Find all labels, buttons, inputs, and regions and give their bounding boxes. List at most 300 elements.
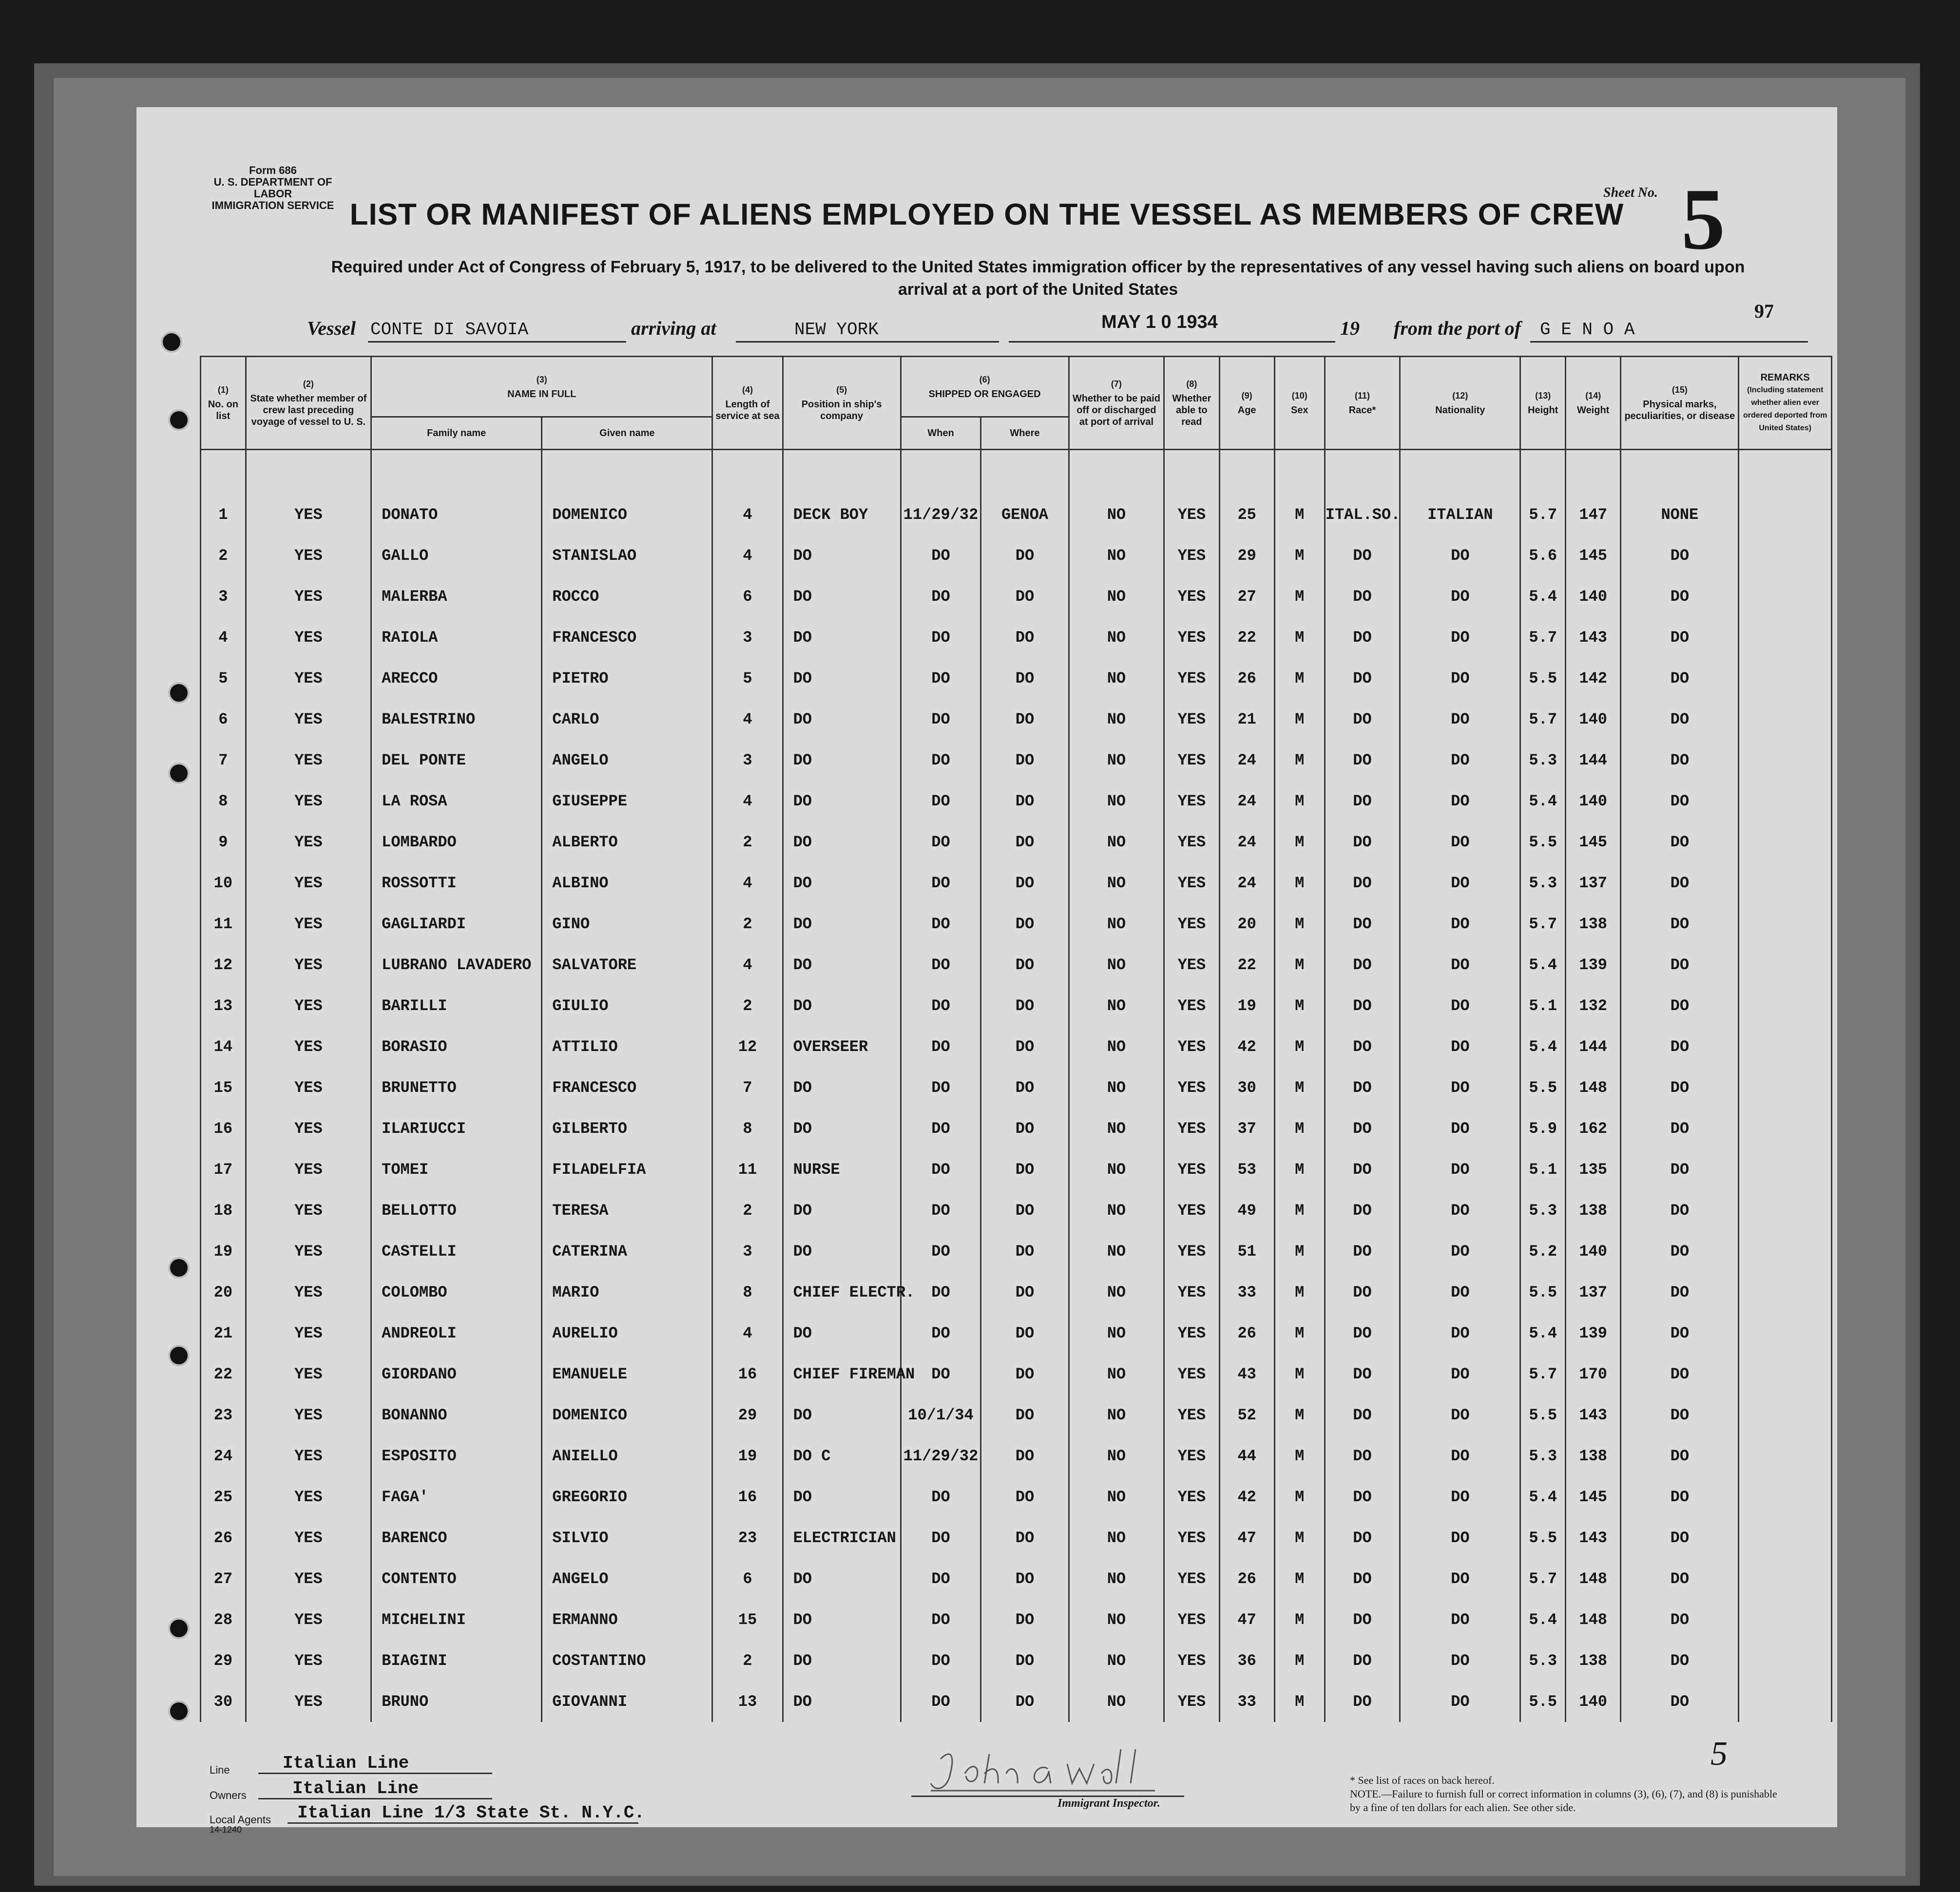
shipped-when-cell: DO bbox=[901, 862, 981, 903]
sex-cell: M bbox=[1274, 617, 1325, 658]
height-cell: 5.5 bbox=[1520, 1272, 1566, 1313]
shipped-when-cell: DO bbox=[901, 1272, 981, 1313]
row-number-cell: 8 bbox=[201, 781, 246, 822]
family-name-cell: BARILLI bbox=[371, 985, 542, 1026]
sex-cell: M bbox=[1274, 699, 1325, 740]
sex-cell: M bbox=[1274, 1599, 1325, 1640]
service-length-cell: 2 bbox=[712, 1190, 783, 1231]
able-to-read-cell: YES bbox=[1164, 1599, 1219, 1640]
paid-off-cell: NO bbox=[1069, 658, 1164, 699]
col-header-height: (13) Height bbox=[1520, 357, 1566, 450]
service-length-cell: 2 bbox=[712, 903, 783, 944]
family-name-cell: ROSSOTTI bbox=[371, 862, 542, 903]
row-number-cell: 5 bbox=[201, 658, 246, 699]
position-cell: DO bbox=[783, 1313, 901, 1354]
previous-voyage-cell: YES bbox=[246, 1517, 371, 1558]
nationality-cell: DO bbox=[1400, 1395, 1520, 1435]
shipped-where-cell: DO bbox=[981, 699, 1069, 740]
shipped-when-cell: DO bbox=[901, 1558, 981, 1599]
paid-off-cell: NO bbox=[1069, 1599, 1164, 1640]
table-row bbox=[201, 1517, 1832, 1558]
row-number-cell: 26 bbox=[201, 1517, 246, 1558]
service-length-cell: 6 bbox=[712, 1558, 783, 1599]
weight-cell: 145 bbox=[1566, 535, 1621, 576]
given-name-cell: ANGELO bbox=[542, 740, 712, 781]
position-cell: DO bbox=[783, 740, 901, 781]
sex-cell: M bbox=[1274, 822, 1325, 862]
remarks-cell bbox=[1739, 781, 1832, 822]
family-name-cell: CONTENTO bbox=[371, 1558, 542, 1599]
remarks-cell bbox=[1739, 535, 1832, 576]
given-name-cell: ANGELO bbox=[542, 1558, 712, 1599]
remarks-cell bbox=[1739, 1026, 1832, 1067]
physical-marks-cell: DO bbox=[1621, 1354, 1739, 1395]
row-number-cell: 23 bbox=[201, 1395, 246, 1435]
table-row bbox=[201, 985, 1832, 1026]
given-name-cell: AURELIO bbox=[542, 1313, 712, 1354]
paid-off-cell: NO bbox=[1069, 1435, 1164, 1476]
age-cell: 24 bbox=[1219, 822, 1274, 862]
paid-off-cell: NO bbox=[1069, 1395, 1164, 1435]
remarks-cell bbox=[1739, 1354, 1832, 1395]
shipped-where-cell: DO bbox=[981, 658, 1069, 699]
sex-cell: M bbox=[1274, 1517, 1325, 1558]
previous-voyage-cell: YES bbox=[246, 450, 371, 535]
crew-rows bbox=[201, 450, 1832, 1722]
age-cell: 27 bbox=[1219, 576, 1274, 617]
given-name-cell: SALVATORE bbox=[542, 944, 712, 985]
table-row bbox=[201, 862, 1832, 903]
able-to-read-cell: YES bbox=[1164, 1476, 1219, 1517]
nationality-cell: DO bbox=[1400, 576, 1520, 617]
shipped-where-cell: DO bbox=[981, 1681, 1069, 1722]
col-header-where: Where bbox=[981, 417, 1069, 450]
paid-off-cell: NO bbox=[1069, 576, 1164, 617]
able-to-read-cell: YES bbox=[1164, 1558, 1219, 1599]
table-row bbox=[201, 1067, 1832, 1108]
row-number-cell: 24 bbox=[201, 1435, 246, 1476]
nationality-cell: DO bbox=[1400, 903, 1520, 944]
family-name-cell: BRUNETTO bbox=[371, 1067, 542, 1108]
race-cell: DO bbox=[1325, 1108, 1400, 1149]
handwritten-page-mark: 5 bbox=[1710, 1735, 1728, 1773]
shipped-when-cell: DO bbox=[901, 699, 981, 740]
height-cell: 5.7 bbox=[1520, 1354, 1566, 1395]
remarks-cell bbox=[1739, 944, 1832, 985]
nationality-cell: DO bbox=[1400, 1231, 1520, 1272]
remarks-cell bbox=[1739, 450, 1832, 535]
position-cell: DO bbox=[783, 1108, 901, 1149]
sex-cell: M bbox=[1274, 1681, 1325, 1722]
col-header-remarks: REMARKS (Including statement whether alien ever ordered deported from United States) bbox=[1739, 357, 1832, 450]
remarks-cell bbox=[1739, 740, 1832, 781]
row-number-cell: 17 bbox=[201, 1149, 246, 1190]
age-cell: 37 bbox=[1219, 1108, 1274, 1149]
nationality-cell: DO bbox=[1400, 985, 1520, 1026]
physical-marks-cell: DO bbox=[1621, 1067, 1739, 1108]
family-name-cell: BORASIO bbox=[371, 1026, 542, 1067]
family-name-cell: DONATO bbox=[371, 450, 542, 535]
able-to-read-cell: YES bbox=[1164, 658, 1219, 699]
given-name-cell: TERESA bbox=[542, 1190, 712, 1231]
col-header-previous-voyage: (2) State whether member of crew last preceding voyage of vessel to U. S. bbox=[246, 357, 371, 450]
table-row bbox=[201, 450, 1832, 535]
given-name-cell: CATERINA bbox=[542, 1231, 712, 1272]
physical-marks-cell: DO bbox=[1621, 944, 1739, 985]
shipped-where-cell: DO bbox=[981, 1435, 1069, 1476]
able-to-read-cell: YES bbox=[1164, 450, 1219, 535]
table-row bbox=[201, 1435, 1832, 1476]
shipped-when-cell: DO bbox=[901, 1640, 981, 1681]
race-cell: DO bbox=[1325, 1149, 1400, 1190]
shipped-when-cell: DO bbox=[901, 740, 981, 781]
shipped-where-cell: DO bbox=[981, 740, 1069, 781]
sex-cell: M bbox=[1274, 781, 1325, 822]
service-length-cell: 4 bbox=[712, 944, 783, 985]
form-number: Form 686 bbox=[249, 164, 297, 176]
weight-cell: 148 bbox=[1566, 1599, 1621, 1640]
age-cell: 36 bbox=[1219, 1640, 1274, 1681]
position-cell: DO bbox=[783, 699, 901, 740]
col-header-shipped: (6) SHIPPED OR ENGAGED bbox=[901, 357, 1069, 417]
paid-off-cell: NO bbox=[1069, 1190, 1164, 1231]
previous-voyage-cell: YES bbox=[246, 1231, 371, 1272]
row-number-cell: 2 bbox=[201, 535, 246, 576]
page-title: LIST OR MANIFEST OF ALIENS EMPLOYED ON THE VESSEL AS MEMBERS OF CREW bbox=[349, 198, 1624, 231]
row-number-cell: 6 bbox=[201, 699, 246, 740]
race-cell: DO bbox=[1325, 535, 1400, 576]
height-cell: 5.3 bbox=[1520, 1640, 1566, 1681]
agents-value: Italian Line 1/3 State St. N.Y.C. bbox=[297, 1803, 645, 1823]
remarks-cell bbox=[1739, 1435, 1832, 1476]
position-cell: CHIEF FIREMAN bbox=[783, 1354, 901, 1395]
paid-off-cell: NO bbox=[1069, 1313, 1164, 1354]
sex-cell: M bbox=[1274, 1272, 1325, 1313]
height-cell: 5.3 bbox=[1520, 862, 1566, 903]
age-cell: 43 bbox=[1219, 1354, 1274, 1395]
weight-cell: 140 bbox=[1566, 781, 1621, 822]
family-name-cell: MICHELINI bbox=[371, 1599, 542, 1640]
shipped-where-cell: DO bbox=[981, 1558, 1069, 1599]
nationality-cell: DO bbox=[1400, 822, 1520, 862]
col-header-nationality: (12) Nationality bbox=[1400, 357, 1520, 450]
physical-marks-cell: DO bbox=[1621, 1640, 1739, 1681]
remarks-cell bbox=[1739, 862, 1832, 903]
previous-voyage-cell: YES bbox=[246, 1190, 371, 1231]
service-length-cell: 8 bbox=[712, 1108, 783, 1149]
family-name-cell: BARENCO bbox=[371, 1517, 542, 1558]
paid-off-cell: NO bbox=[1069, 781, 1164, 822]
binder-hole-icon bbox=[168, 1618, 190, 1639]
able-to-read-cell: YES bbox=[1164, 862, 1219, 903]
shipped-where-cell: DO bbox=[981, 822, 1069, 862]
race-cell: DO bbox=[1325, 862, 1400, 903]
paid-off-cell: NO bbox=[1069, 1640, 1164, 1681]
table-row bbox=[201, 1476, 1832, 1517]
table-row bbox=[201, 1231, 1832, 1272]
row-number-cell: 11 bbox=[201, 903, 246, 944]
col-header-no: (1) No. on list bbox=[201, 357, 246, 450]
col-header-paid-off: (7) Whether to be paid off or discharged at port of arrival bbox=[1069, 357, 1164, 450]
table-row bbox=[201, 1272, 1832, 1313]
shipped-when-cell: 11/29/32 bbox=[901, 1435, 981, 1476]
service-length-cell: 3 bbox=[712, 617, 783, 658]
table-row bbox=[201, 1313, 1832, 1354]
service-length-cell: 2 bbox=[712, 1640, 783, 1681]
physical-marks-cell: DO bbox=[1621, 1435, 1739, 1476]
nationality-cell: DO bbox=[1400, 1558, 1520, 1599]
position-cell: DECK BOY bbox=[783, 450, 901, 535]
service-length-cell: 6 bbox=[712, 576, 783, 617]
table-row bbox=[201, 1558, 1832, 1599]
row-number-cell: 27 bbox=[201, 1558, 246, 1599]
previous-voyage-cell: YES bbox=[246, 576, 371, 617]
given-name-cell: STANISLAO bbox=[542, 535, 712, 576]
row-number-cell: 4 bbox=[201, 617, 246, 658]
age-cell: 42 bbox=[1219, 1476, 1274, 1517]
shipped-when-cell: 11/29/32 bbox=[901, 450, 981, 535]
row-number-cell: 22 bbox=[201, 1354, 246, 1395]
shipped-when-cell: DO bbox=[901, 781, 981, 822]
age-cell: 24 bbox=[1219, 740, 1274, 781]
shipped-when-cell: DO bbox=[901, 1108, 981, 1149]
physical-marks-cell: DO bbox=[1621, 1313, 1739, 1354]
table-row bbox=[201, 1108, 1832, 1149]
footnote-penalty: NOTE.—Failure to furnish full or correct information in columns (3), (6), (7), and (8) is punishable by a fine of ten dollars for each alien. See other side. bbox=[1350, 1788, 1777, 1814]
service-length-cell: 5 bbox=[712, 658, 783, 699]
shipped-when-cell: DO bbox=[901, 1190, 981, 1231]
col-header-position: (5) Position in ship's company bbox=[783, 357, 901, 450]
race-cell: DO bbox=[1325, 1067, 1400, 1108]
table-row bbox=[201, 903, 1832, 944]
shipped-when-cell: DO bbox=[901, 1599, 981, 1640]
service-length-cell: 4 bbox=[712, 450, 783, 535]
able-to-read-cell: YES bbox=[1164, 1067, 1219, 1108]
weight-cell: 138 bbox=[1566, 1435, 1621, 1476]
able-to-read-cell: YES bbox=[1164, 699, 1219, 740]
paid-off-cell: NO bbox=[1069, 1272, 1164, 1313]
given-name-cell: GIULIO bbox=[542, 985, 712, 1026]
row-number-cell: 16 bbox=[201, 1108, 246, 1149]
nationality-cell: DO bbox=[1400, 1149, 1520, 1190]
sex-cell: M bbox=[1274, 1026, 1325, 1067]
position-cell: DO bbox=[783, 1231, 901, 1272]
shipped-when-cell: 10/1/34 bbox=[901, 1395, 981, 1435]
given-name-cell: ALBINO bbox=[542, 862, 712, 903]
paid-off-cell: NO bbox=[1069, 740, 1164, 781]
paid-off-cell: NO bbox=[1069, 862, 1164, 903]
age-cell: 52 bbox=[1219, 1395, 1274, 1435]
col-header-when: When bbox=[901, 417, 981, 450]
given-name-cell: EMANUELE bbox=[542, 1354, 712, 1395]
col-header-given-name: Given name bbox=[542, 417, 712, 450]
age-cell: 53 bbox=[1219, 1149, 1274, 1190]
height-cell: 5.4 bbox=[1520, 1599, 1566, 1640]
service-length-cell: 2 bbox=[712, 822, 783, 862]
physical-marks-cell: DO bbox=[1621, 1681, 1739, 1722]
service-length-cell: 7 bbox=[712, 1067, 783, 1108]
height-cell: 5.5 bbox=[1520, 1681, 1566, 1722]
remarks-cell bbox=[1739, 576, 1832, 617]
age-cell: 24 bbox=[1219, 862, 1274, 903]
paid-off-cell: NO bbox=[1069, 1231, 1164, 1272]
weight-cell: 140 bbox=[1566, 699, 1621, 740]
height-cell: 5.7 bbox=[1520, 903, 1566, 944]
shipped-where-cell: DO bbox=[981, 1067, 1069, 1108]
previous-voyage-cell: YES bbox=[246, 535, 371, 576]
family-name-cell: FAGA' bbox=[371, 1476, 542, 1517]
table-row bbox=[201, 1026, 1832, 1067]
weight-cell: 144 bbox=[1566, 740, 1621, 781]
able-to-read-cell: YES bbox=[1164, 1395, 1219, 1435]
service-length-cell: 4 bbox=[712, 699, 783, 740]
height-cell: 5.4 bbox=[1520, 944, 1566, 985]
remarks-cell bbox=[1739, 822, 1832, 862]
table-row bbox=[201, 1190, 1832, 1231]
able-to-read-cell: YES bbox=[1164, 781, 1219, 822]
position-cell: DO bbox=[783, 1681, 901, 1722]
shipped-where-cell: DO bbox=[981, 1640, 1069, 1681]
row-number-cell: 20 bbox=[201, 1272, 246, 1313]
row-number-cell: 1 bbox=[201, 450, 246, 535]
table-row bbox=[201, 535, 1832, 576]
position-cell: DO bbox=[783, 658, 901, 699]
previous-voyage-cell: YES bbox=[246, 1149, 371, 1190]
table-row bbox=[201, 1681, 1832, 1722]
physical-marks-cell: NONE bbox=[1621, 450, 1739, 535]
arriving-at: NEW YORK bbox=[794, 320, 879, 340]
row-number-cell: 12 bbox=[201, 944, 246, 985]
race-cell: DO bbox=[1325, 658, 1400, 699]
position-cell: DO bbox=[783, 1640, 901, 1681]
position-cell: DO bbox=[783, 535, 901, 576]
sex-cell: M bbox=[1274, 1395, 1325, 1435]
weight-cell: 143 bbox=[1566, 1395, 1621, 1435]
given-name-cell: CARLO bbox=[542, 699, 712, 740]
service-length-cell: 13 bbox=[712, 1681, 783, 1722]
shipped-where-cell: DO bbox=[981, 576, 1069, 617]
race-cell: DO bbox=[1325, 1231, 1400, 1272]
row-number-cell: 13 bbox=[201, 985, 246, 1026]
paid-off-cell: NO bbox=[1069, 985, 1164, 1026]
given-name-cell: DOMENICO bbox=[542, 450, 712, 535]
agents-label: Local Agents bbox=[210, 1814, 271, 1826]
footnotes bbox=[1350, 1774, 1788, 1815]
family-name-cell: TOMEI bbox=[371, 1149, 542, 1190]
page-number: 97 bbox=[1754, 300, 1774, 322]
line-label: Line bbox=[210, 1764, 230, 1776]
given-name-cell: ATTILIO bbox=[542, 1026, 712, 1067]
weight-cell: 145 bbox=[1566, 822, 1621, 862]
able-to-read-cell: YES bbox=[1164, 903, 1219, 944]
shipped-where-cell: GENOA bbox=[981, 450, 1069, 535]
given-name-cell: DOMENICO bbox=[542, 1395, 712, 1435]
given-name-cell: ROCCO bbox=[542, 576, 712, 617]
remarks-cell bbox=[1739, 1395, 1832, 1435]
remarks-cell bbox=[1739, 903, 1832, 944]
row-number-cell: 29 bbox=[201, 1640, 246, 1681]
previous-voyage-cell: YES bbox=[246, 1476, 371, 1517]
weight-cell: 170 bbox=[1566, 1354, 1621, 1395]
paid-off-cell: NO bbox=[1069, 1558, 1164, 1599]
race-cell: DO bbox=[1325, 944, 1400, 985]
position-cell: DO bbox=[783, 576, 901, 617]
given-name-cell: GREGORIO bbox=[542, 1476, 712, 1517]
weight-cell: 135 bbox=[1566, 1149, 1621, 1190]
nationality-cell: DO bbox=[1400, 535, 1520, 576]
nationality-cell: DO bbox=[1400, 1026, 1520, 1067]
nationality-cell: DO bbox=[1400, 740, 1520, 781]
shipped-when-cell: DO bbox=[901, 822, 981, 862]
vessel-info bbox=[307, 312, 1808, 346]
able-to-read-cell: YES bbox=[1164, 944, 1219, 985]
given-name-cell: GINO bbox=[542, 903, 712, 944]
shipped-where-cell: DO bbox=[981, 1108, 1069, 1149]
position-cell: DO bbox=[783, 985, 901, 1026]
height-cell: 5.4 bbox=[1520, 1476, 1566, 1517]
table-row bbox=[201, 576, 1832, 617]
position-cell: DO bbox=[783, 822, 901, 862]
previous-voyage-cell: YES bbox=[246, 658, 371, 699]
position-cell: DO bbox=[783, 1395, 901, 1435]
sex-cell: M bbox=[1274, 1354, 1325, 1395]
table-row bbox=[201, 740, 1832, 781]
service-length-cell: 19 bbox=[712, 1435, 783, 1476]
previous-voyage-cell: YES bbox=[246, 1435, 371, 1476]
row-number-cell: 30 bbox=[201, 1681, 246, 1722]
race-cell: DO bbox=[1325, 699, 1400, 740]
sex-cell: M bbox=[1274, 903, 1325, 944]
able-to-read-cell: YES bbox=[1164, 535, 1219, 576]
position-cell: DO bbox=[783, 1558, 901, 1599]
family-name-cell: GAGLIARDI bbox=[371, 903, 542, 944]
family-name-cell: ANDREOLI bbox=[371, 1313, 542, 1354]
position-cell: DO bbox=[783, 1067, 901, 1108]
physical-marks-cell: DO bbox=[1621, 1476, 1739, 1517]
shipped-where-cell: DO bbox=[981, 617, 1069, 658]
physical-marks-cell: DO bbox=[1621, 1190, 1739, 1231]
paid-off-cell: NO bbox=[1069, 1517, 1164, 1558]
service-length-cell: 16 bbox=[712, 1476, 783, 1517]
nationality-cell: DO bbox=[1400, 658, 1520, 699]
height-cell: 5.3 bbox=[1520, 1190, 1566, 1231]
col-header-weight: (14) Weight bbox=[1566, 357, 1621, 450]
physical-marks-cell: DO bbox=[1621, 1026, 1739, 1067]
vessel-name: CONTE DI SAVOIA bbox=[370, 320, 529, 340]
remarks-cell bbox=[1739, 1517, 1832, 1558]
inspector-signature bbox=[921, 1744, 1174, 1798]
age-cell: 47 bbox=[1219, 1517, 1274, 1558]
weight-cell: 139 bbox=[1566, 1313, 1621, 1354]
remarks-cell bbox=[1739, 1272, 1832, 1313]
family-name-cell: GIORDANO bbox=[371, 1354, 542, 1395]
shipped-when-cell: DO bbox=[901, 576, 981, 617]
nationality-cell: DO bbox=[1400, 1354, 1520, 1395]
height-cell: 5.3 bbox=[1520, 1435, 1566, 1476]
binder-hole-icon bbox=[168, 1345, 190, 1366]
weight-cell: 132 bbox=[1566, 985, 1621, 1026]
position-cell: DO C bbox=[783, 1435, 901, 1476]
physical-marks-cell: DO bbox=[1621, 1558, 1739, 1599]
previous-voyage-cell: YES bbox=[246, 1681, 371, 1722]
nationality-cell: ITALIAN bbox=[1400, 450, 1520, 535]
weight-cell: 140 bbox=[1566, 1681, 1621, 1722]
physical-marks-cell: DO bbox=[1621, 658, 1739, 699]
paid-off-cell: NO bbox=[1069, 450, 1164, 535]
col-header-marks: (15) Physical marks, peculiarities, or disease bbox=[1621, 357, 1739, 450]
age-cell: 20 bbox=[1219, 903, 1274, 944]
shipped-when-cell: DO bbox=[901, 1681, 981, 1722]
